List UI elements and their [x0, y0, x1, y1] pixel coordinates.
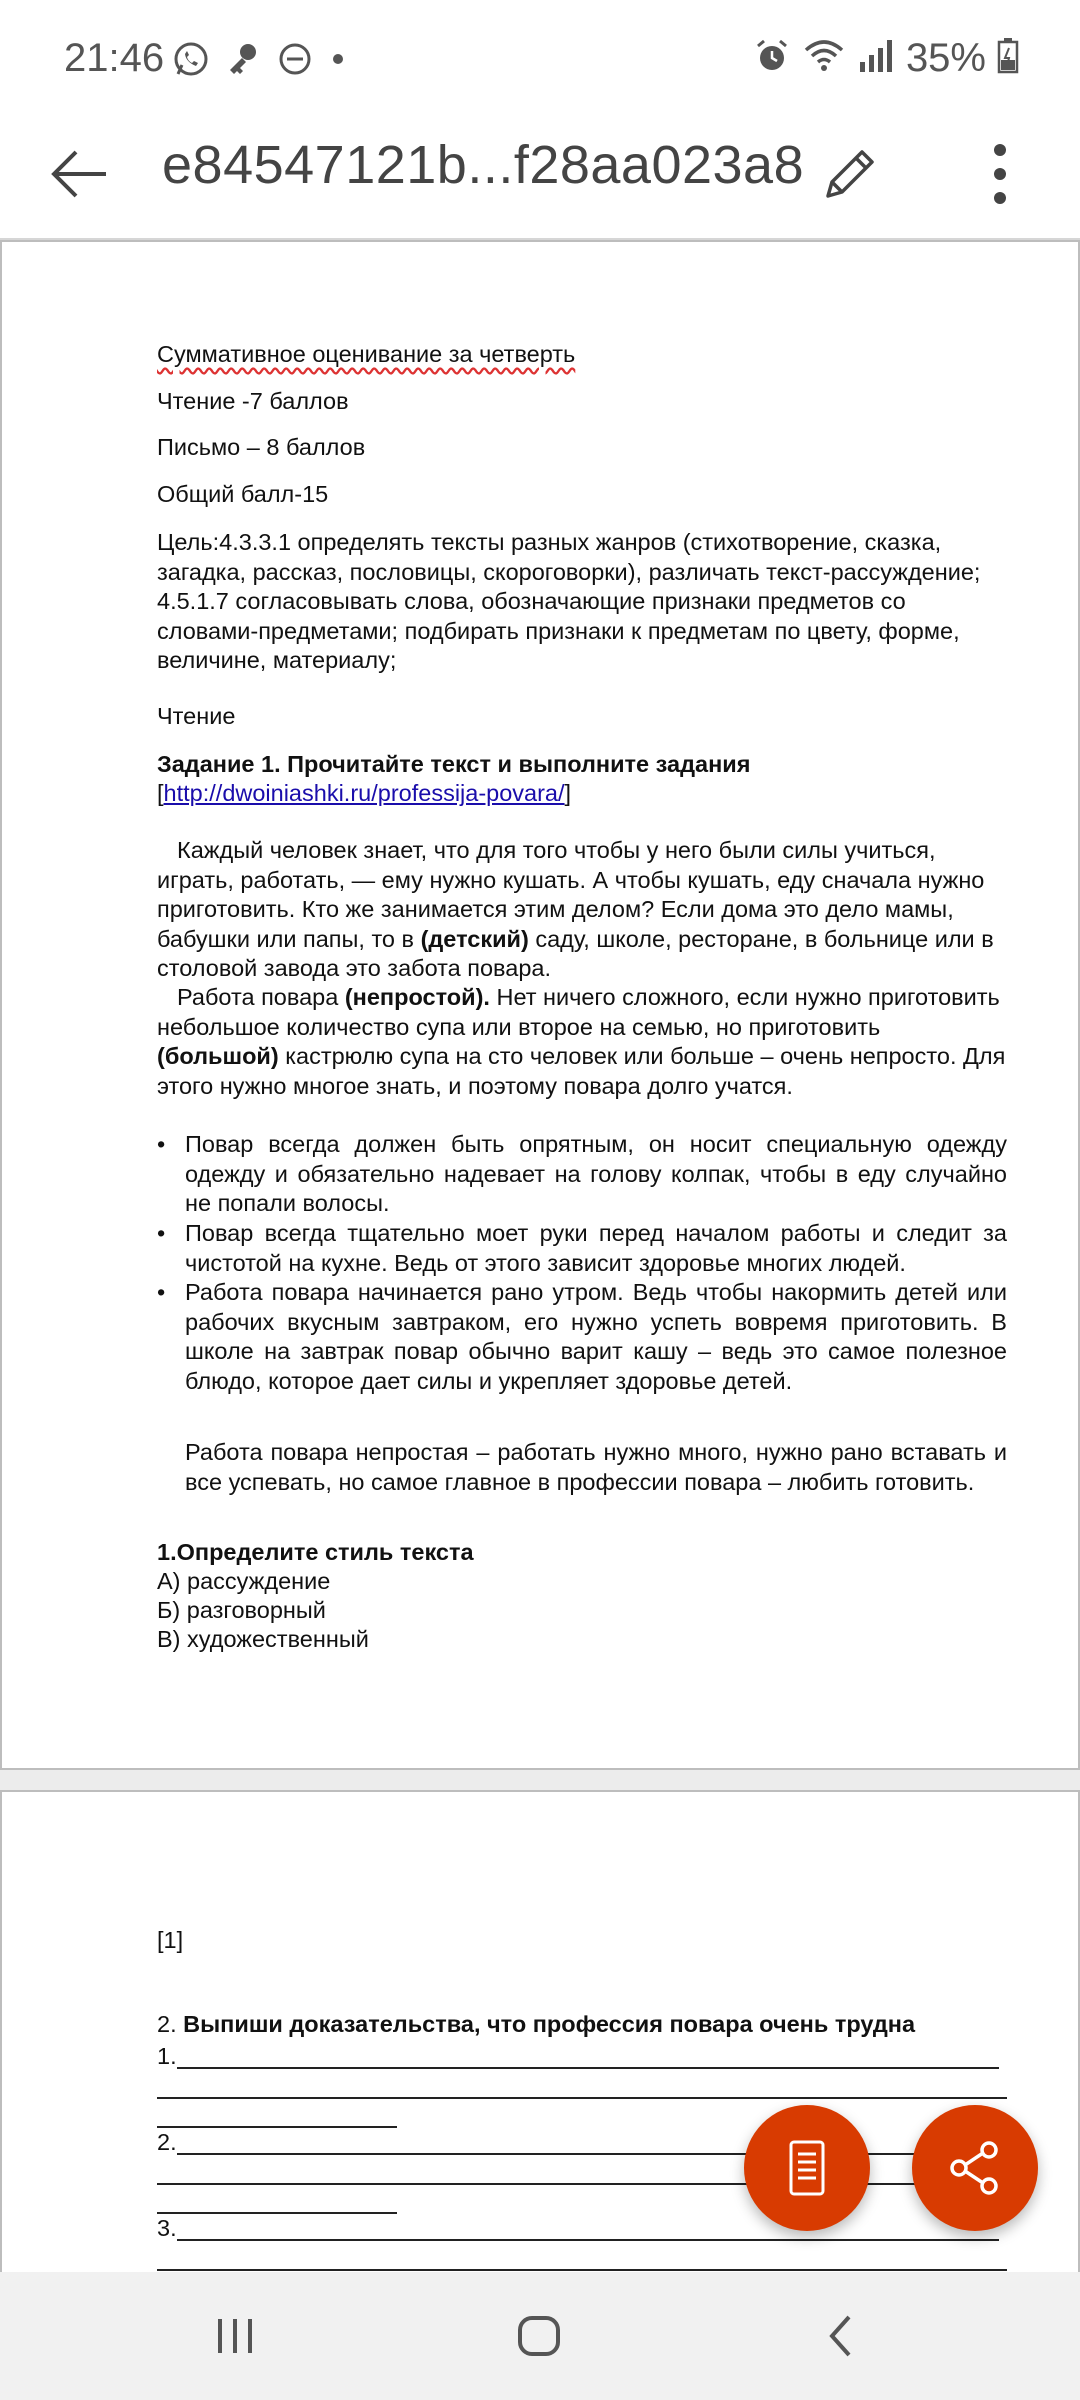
- home-button[interactable]: [494, 2296, 584, 2376]
- alarm-icon: [752, 36, 792, 81]
- status-bar: [0, 0, 1080, 110]
- question-1-option: В) художественный: [157, 1626, 369, 1652]
- status-right-icons: [752, 36, 1020, 81]
- share-icon: [945, 2138, 1005, 2198]
- home-icon: [514, 2311, 564, 2361]
- paragraph-1: [157, 836, 1007, 984]
- more-options-button[interactable]: [960, 134, 1040, 214]
- document-title: e84547121b...f28aa023a8: [162, 135, 805, 195]
- question-2-number: 2.: [157, 2011, 177, 2037]
- para2-text-b: Нет ничего сложного, если нужно приготовить небольшое количество супа или второе на семью, но приготовить: [157, 984, 1000, 1040]
- signal-icon: [856, 36, 896, 81]
- key-icon: [224, 40, 262, 83]
- writing-points: Письмо – 8 баллов: [157, 434, 366, 460]
- answer-label: 3.: [157, 2215, 177, 2241]
- para1-text-b: саду, школе, ресторане, в больнице или в столовой завода это забота повара.: [157, 925, 994, 981]
- dot-icon: [328, 49, 348, 74]
- link-bracket-open: [: [157, 780, 164, 806]
- task1-link-line: [157, 779, 1007, 809]
- status-left-icons: [172, 40, 348, 83]
- status-time: 21:46: [64, 36, 165, 80]
- question-1-title: 1.Определите стиль текста: [157, 1539, 474, 1565]
- closing-paragraph: Работа повара непростая – работать нужно много, нужно рано вставать и все успевать, но самое главное в профессии повара – любить готовить.: [185, 1439, 1007, 1495]
- answer-label: 1.: [157, 2043, 177, 2069]
- arrow-left-icon: [48, 142, 112, 206]
- recents-icon: [210, 2311, 260, 2361]
- para2-bold-1: (непростой).: [344, 984, 490, 1010]
- recents-button[interactable]: [190, 2296, 280, 2376]
- document-page-2[interactable]: [0, 1790, 1080, 2290]
- app-bar: [0, 110, 1080, 240]
- answer-line: [157, 2183, 1007, 2185]
- battery-icon: [996, 36, 1020, 81]
- task1-title: Задание 1. Прочитайте текст и выполните задания: [157, 751, 751, 777]
- bullet-item: • Работа повара начинается рано утром. Ведь чтобы накормить детей или рабочих вкусным завтраком, его нужно успеть вовремя приготовить. В школе на завтрак повар обычно варит кашу – ведь это самое полезное блюдо, которое дает силы и укрепляет здоровье детей.: [157, 1278, 1007, 1396]
- whatsapp-icon: [172, 40, 210, 83]
- nav-back-button[interactable]: [796, 2296, 886, 2376]
- reading-points: Чтение -7 баллов: [157, 388, 349, 414]
- system-nav-bar: [0, 2272, 1080, 2400]
- para1-bold: (детский): [420, 925, 529, 952]
- question-2-text: Выпиши доказательства, что профессия повара очень трудна: [176, 2011, 916, 2037]
- back-button[interactable]: [38, 132, 122, 216]
- section-reading: Чтение: [157, 703, 236, 729]
- reading-mode-button[interactable]: [744, 2105, 870, 2231]
- question-1-option: Б) разговорный: [157, 1597, 326, 1623]
- para2-text-a: Работа повара: [177, 984, 345, 1010]
- answer-line: [177, 2067, 999, 2069]
- pencil-icon: [818, 142, 882, 206]
- answer-line: [157, 2269, 1007, 2271]
- bullet-item: • Повар всегда тщательно моет руки перед началом работы и следит за чистотой на кухне. Ведь от этого зависит здоровье многих людей.: [157, 1219, 1007, 1278]
- chevron-left-icon: [816, 2311, 866, 2361]
- more-vertical-icon: [990, 142, 1010, 206]
- battery-percent: 35%: [905, 36, 986, 80]
- document-page-1[interactable]: [0, 240, 1080, 1770]
- question-2-title: [157, 2010, 1007, 2040]
- para1-text-a: Каждый человек знает, что для того чтобы у него были силы учиться, играть, работать, — ему нужно кушать. А чтобы кушать, еду сначала нужно приготовить. Кто же занимается этим делом? Если дома это дело мамы, бабушки или папы, то в: [157, 837, 985, 952]
- para2-bold-2: (большой): [157, 1043, 279, 1069]
- doc-heading: [157, 340, 1007, 370]
- goal-paragraph: Цель:4.3.3.1 определять тексты разных жанров (стихотворение, сказка, загадка, рассказ, пословицы, скороговорки), различать текст-рассуждение; 4.5.1.7 согласовывать слова, обозначающие признаки предметов со словами-предметами; подбирать признаки к предметам по цвету, форме, величине, материалу;: [157, 529, 981, 673]
- answer-line: [177, 2153, 999, 2155]
- source-link[interactable]: http://dwoiniashki.ru/professija-povara/: [163, 780, 565, 806]
- share-button[interactable]: [912, 2105, 1038, 2231]
- bullet-item: • Повар всегда должен быть опрятным, он носит специальную одежду одежду и обязательно надевает на голову колпак, чтобы в еду случайно не попали волосы.: [157, 1130, 1007, 1219]
- answer-label: 2.: [157, 2129, 177, 2155]
- dnd-icon: [276, 40, 314, 83]
- footnote-ref: [1]: [157, 1927, 184, 1953]
- doc-heading-text: Суммативное оценивание за четверть: [157, 341, 576, 367]
- paragraph-2: [157, 983, 1007, 1101]
- answer-line: [177, 2239, 999, 2241]
- question-1-option: А) рассуждение: [157, 1568, 331, 1594]
- total-points: Общий балл-15: [157, 481, 329, 507]
- reading-mode-icon: [779, 2138, 835, 2198]
- link-bracket-close: ]: [564, 780, 572, 806]
- wifi-icon: [802, 36, 846, 81]
- para2-text-c: кастрюлю супа на сто человек или больше – очень непросто. Для этого нужно многое знать, и поэтому повара долго учатся.: [157, 1043, 1006, 1099]
- answer-line: [157, 2097, 1007, 2099]
- edit-button[interactable]: [810, 134, 890, 214]
